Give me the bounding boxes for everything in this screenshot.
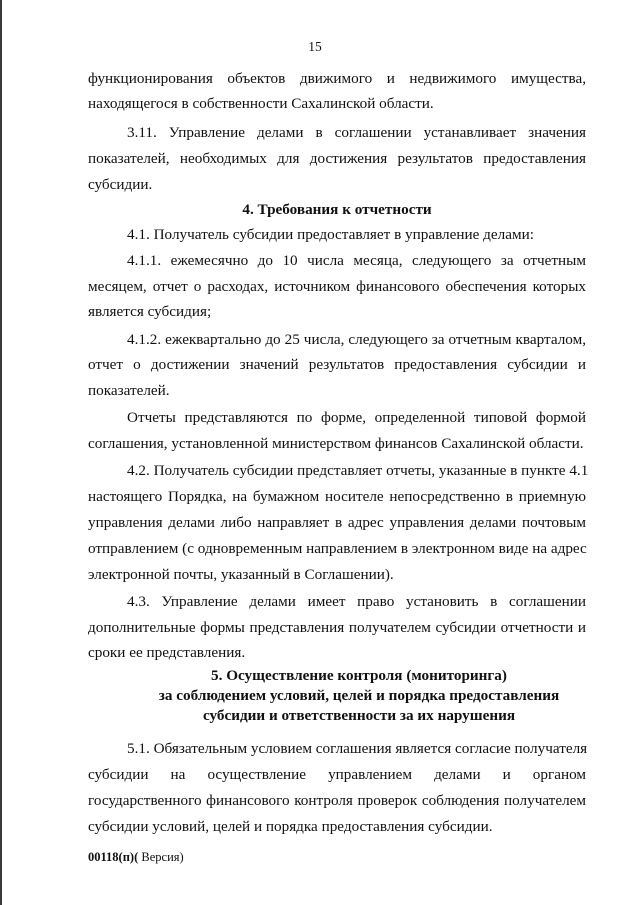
document-version: Версия): [138, 850, 184, 864]
scan-edge: [0, 0, 2, 905]
paragraph-line: показателей, необходимых для достижения результатов предоставления: [88, 150, 586, 167]
paragraph-line: субсидии условий, целей и порядка предоставления субсидии.: [88, 818, 493, 835]
paragraph-line: Отчеты представляются по форме, определенной типовой формой: [127, 409, 586, 426]
paragraph-line: показателей.: [88, 382, 170, 399]
section-heading: 5. Осуществление контроля (мониторинга): [211, 667, 507, 684]
paragraph-line: сроки ее представления.: [88, 644, 246, 661]
paragraph-line: электронной почты, указанный в Соглашении).: [88, 566, 394, 583]
paragraph-line: 4.1. Получатель субсидии предоставляет в управление делами:: [127, 226, 534, 243]
paragraph-line: 4.1.2. ежеквартально до 25 числа, следующего за отчетным кварталом,: [127, 331, 586, 348]
paragraph-line: находящегося в собственности Сахалинской области.: [88, 95, 434, 112]
paragraph-line: 5.1. Обязательным условием соглашения является согласие получателя: [127, 740, 588, 757]
paragraph-line: 4.2. Получатель субсидии представляет отчеты, указанные в пункте 4.1: [127, 462, 589, 479]
paragraph-line: государственного финансового контроля проверок соблюдения получателем: [88, 792, 586, 809]
paragraph-line: отчет о достижении значений результатов предоставления субсидии и: [88, 356, 586, 373]
document-code: 00118(п)(: [88, 850, 139, 864]
paragraph-line: управления делами либо направляет в адрес управления делами почтовым: [88, 514, 586, 531]
paragraph-line: настоящего Порядка, на бумажном носителе непосредственно в приемную: [88, 488, 586, 505]
paragraph-line: 3.11. Управление делами в соглашении устанавливает значения: [127, 124, 586, 141]
paragraph-line: субсидии.: [88, 176, 153, 193]
page-number: 15: [308, 39, 322, 54]
paragraph-line: 4.3. Управление делами имеет право установить в соглашении: [127, 593, 586, 610]
paragraph-line: субсидии на осуществление управлением делами и органом: [88, 766, 586, 783]
paragraph-line: функционирования объектов движимого и недвижимого имущества,: [88, 70, 586, 87]
section-heading: за соблюдением условий, целей и порядка предоставления: [158, 687, 560, 704]
section-heading: субсидии и ответственности за их нарушения: [202, 707, 516, 724]
paragraph-line: 4.1.1. ежемесячно до 10 числа месяца, следующего за отчетным: [127, 252, 586, 269]
document-footer: [88, 850, 184, 865]
paragraph-line: отправлением (с одновременным направлением в электронном виде на адрес: [88, 540, 587, 557]
paragraph-line: соглашения, установленной министерством финансов Сахалинской области.: [88, 435, 584, 452]
section-heading: 4. Требования к отчетности: [242, 201, 432, 218]
paragraph-line: месяцем, отчет о расходах, источником финансового обеспечения которых: [88, 278, 586, 295]
paragraph-line: является субсидия;: [88, 303, 212, 320]
paragraph-line: дополнительные формы представления получателем субсидии отчетности и: [88, 619, 586, 636]
